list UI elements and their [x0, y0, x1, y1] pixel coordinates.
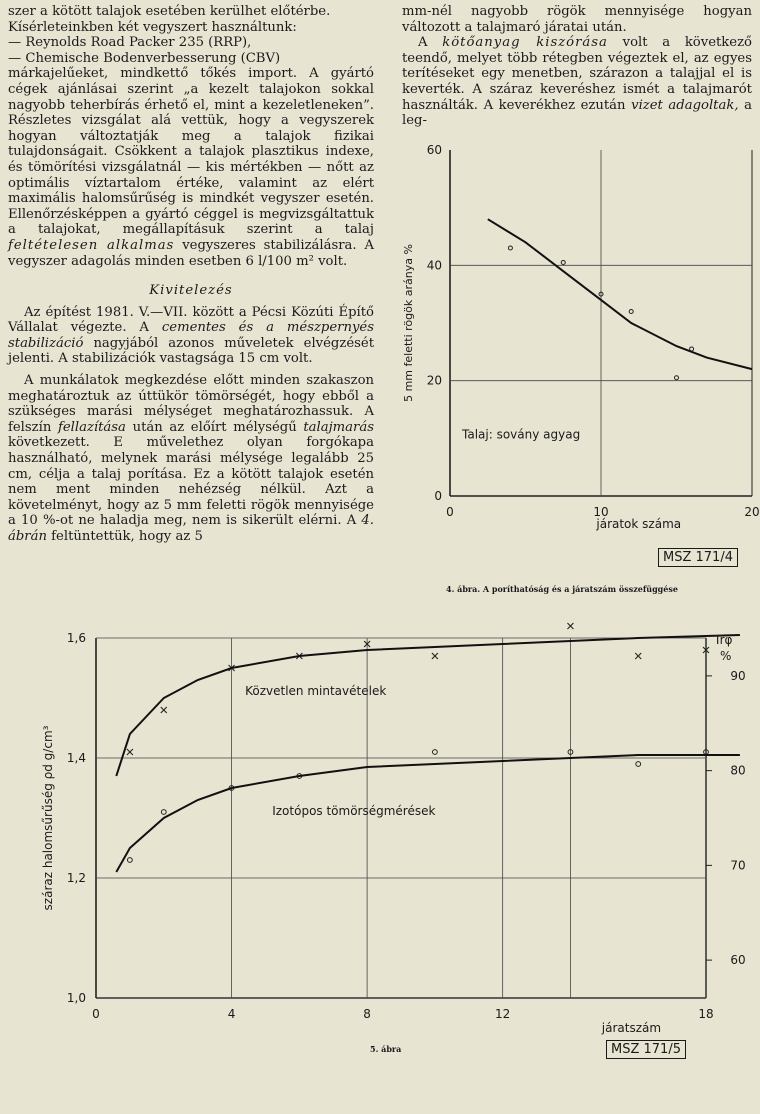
paragraph-text: Az építést 1981. V.—VII. között a Pécsi Közúti Építő Vállalat végezte. A — [8, 304, 374, 336]
fig5-series-label-upper: Közvetlen mintavételek — [245, 684, 387, 698]
paragraph-text: nagyjából azonos műveletek elvégzését jelenti. A stabilizációk vastagsága 15 cm volt. — [8, 335, 374, 367]
fig4-gridlines — [450, 150, 752, 496]
left-column — [8, 4, 374, 545]
fig5-data-point-o — [636, 762, 641, 767]
fig4-data-point — [561, 260, 565, 264]
fig5-x-tick-label: 12 — [495, 1007, 511, 1021]
paragraph — [8, 66, 374, 269]
text-line: szer a kötött talajok esetében kerülhet előtérbe. — [8, 4, 331, 19]
fig5-right-axis-label: Trφ — [714, 633, 733, 647]
text-line: Kísérleteinkben két vegyszert használtunk: — [8, 19, 297, 35]
fig4-data-point — [508, 246, 512, 250]
emphasis-text: 4. ábrán — [8, 513, 374, 544]
paragraph-text: vegyszeres stabilizálásra. A vegyszer adagolás minden esetben 6 l/100 m² volt. — [8, 237, 374, 269]
fig5-gridlines — [96, 638, 706, 998]
fig5-right-tick-label: 90 — [730, 668, 746, 683]
fig5-right-tick-label: 80 — [730, 763, 746, 778]
fig5-y-axis-label: száraz halomsűrűség ρd g/cm³ — [41, 725, 55, 911]
text-line: — Chemische Bodenverbesserung (CBV) — [8, 50, 281, 66]
paragraph-text: után az előírt mélységű — [132, 419, 297, 435]
fig4-x-tick-label: 0 — [446, 505, 454, 519]
figure-4-chart — [380, 140, 760, 580]
fig5-data-point-x — [567, 623, 573, 629]
paragraph-text: mm-nél nagyobb rögök mennyisége hogyan változott a talajmaró járatai után. — [402, 4, 752, 35]
figure-5-chart — [0, 600, 760, 1060]
fig5-data-point-o — [161, 810, 166, 815]
fig5-tick-labels — [67, 631, 746, 1021]
fig5-data-point-x — [161, 707, 167, 713]
fig5-x-tick-label: 4 — [227, 1007, 236, 1021]
fig4-y-tick-label: 40 — [426, 258, 442, 273]
paragraph — [8, 305, 374, 367]
fig4-y-axis-label: 5 mm feletti rögök aránya % — [402, 244, 415, 402]
fig5-right-axis-unit: % — [720, 649, 732, 663]
fig4-annotation: Talaj: sovány agyag — [462, 427, 581, 442]
paragraph — [8, 373, 374, 545]
fig5-caption: 5. ábra — [370, 1044, 402, 1054]
paragraph-text: A munkálatok megkezdése előtt minden szakaszon meghatároztuk az úttükör tömörségét, hogy ebből a szükséges marási mélységet meghatározhassuk. A felszín — [8, 373, 374, 435]
fig5-data-point-x — [635, 653, 641, 659]
emphasis-text: fellazítása — [57, 419, 126, 435]
fig5-y-tick-label: 1,2 — [66, 871, 86, 885]
text-line: — Reynolds Road Packer 235 (RRP), — [8, 35, 252, 51]
fig4-caption: 4. ábra. A poríthatóság és a járatszám összefüggése — [446, 584, 678, 594]
fig5-y-tick-label: 1,0 — [66, 991, 86, 1005]
fig4-y-tick-label: 60 — [426, 143, 442, 157]
emphasis-text: vizet adagoltak, — [631, 97, 739, 113]
paragraph-text: volt a következő teendő, melyet több rétegben végeztek el, az egyes terítéseket egy menetben, szárazon a talajjal el is keverték. A száraz keveréshez ismét a talajmarót használták. A keverékhez ezután — [402, 35, 752, 113]
fig5-data-point-o — [127, 858, 132, 863]
paragraph — [402, 4, 752, 35]
fig4-x-tick-label: 10 — [593, 505, 609, 519]
fig4-x-tick-label: 20 — [744, 505, 760, 519]
paragraph-text: a leg- — [402, 97, 752, 129]
fig5-data-point-x — [127, 749, 133, 755]
fig4-y-tick-label: 20 — [426, 373, 442, 388]
emphasis-text: feltételesen alkalmas — [8, 237, 175, 253]
fig5-x-tick-label: 18 — [698, 1007, 714, 1021]
fig4-data-point — [629, 309, 633, 313]
paragraph-text: következett. E művelethez olyan forgókapa használható, melynek marási mélysége legalább 25 cm, célja a talaj porítása. Ez a kötött talajok esetén nem ment minden nehézség nélkül. Azt a követelményt, hogy az 5 mm feletti rögök mennyisége a 10 %-ot ne haladja meg, nem is sikerült elérni. A — [8, 435, 374, 529]
fig5-x-axis-label: járatszám — [601, 1021, 662, 1035]
fig4-data-point — [675, 376, 679, 380]
fig5-series-label-lower: Izotópos tömörségmérések — [272, 804, 436, 818]
fig5-right-tick-label: 70 — [730, 858, 746, 873]
right-column — [402, 4, 752, 129]
fig5-x-tick-label: 8 — [363, 1007, 371, 1021]
paragraph-text: A — [418, 35, 428, 51]
paragraph-text: feltüntettük, hogy az 5 — [51, 529, 203, 544]
paragraph — [402, 35, 752, 129]
fig5-y-tick-label: 1,6 — [66, 631, 86, 645]
fig4-trend-line — [488, 219, 752, 369]
fig5-data-point-o — [432, 750, 437, 755]
emphasis-text: cementes és a mészpernyés stabilizáció — [8, 320, 374, 351]
fig4-y-tick-label: 0 — [434, 489, 442, 503]
fig4-marks — [488, 219, 752, 380]
fig4-tag: MSZ 171/4 — [658, 548, 738, 567]
fig4-tick-labels — [427, 143, 760, 519]
fig5-plot-frame — [96, 638, 712, 998]
fig5-y-tick-label: 1,4 — [66, 751, 86, 765]
fig5-data-point-x — [432, 653, 438, 659]
paragraph-text: márkajelűeket, mindkettő tőkés import. A gyártó cégek ajánlásai szerint „a kezelt talajokon sokkal nagyobb teherbírás érhető el, mint a kezeletleneken”. Részletes vizsgálat alá vettük, hogy a vegyszerek hogyan változtatják meg a talajok fizikai tulajdonságait. Csökkent a talajok plasztikus indexe, és tömörítési vizsgálatnál — kis mértékben — nőtt az optimális víztartalom értéke, valamint az elért maximális halomsűrűség is mindkét vegyszer esetén. Ellenőrzésképpen a gyártó céggel is megvizsgáltattuk a talajokat, megállapításuk szerint a talaj — [8, 66, 374, 238]
fig4-x-axis-label: járatok száma — [596, 517, 682, 531]
fig5-right-tick-label: 60 — [730, 953, 746, 968]
section-title: Kivitelezés — [149, 283, 233, 299]
fig5-tag: MSZ 171/5 — [606, 1040, 686, 1059]
emphasis-text: kötőanyag kiszórása — [442, 35, 608, 51]
emphasis-text: talajmarás — [303, 419, 374, 435]
fig5-marks — [116, 623, 740, 872]
fig5-x-tick-label: 0 — [92, 1007, 100, 1021]
